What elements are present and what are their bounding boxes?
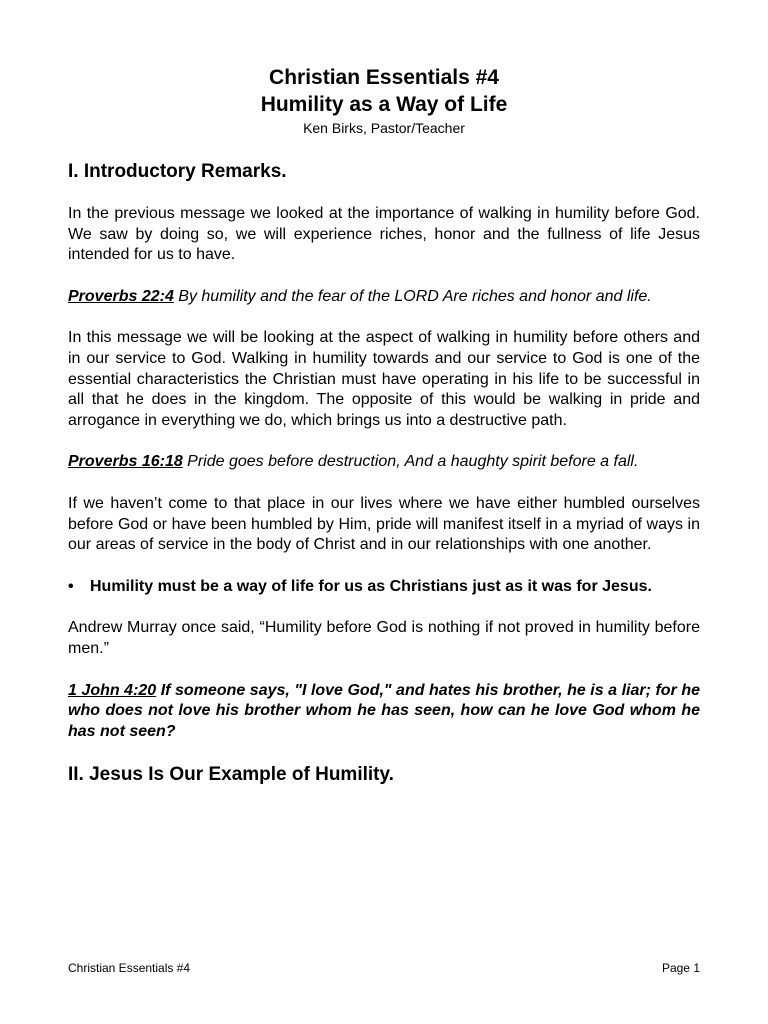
document-title (0, 64, 768, 118)
paragraph-andrew-murray-quote: Andrew Murray once said, “Humility before God is nothing if not proved in humility before men.” (68, 619, 700, 657)
scripture-text: If someone says, "I love God," and hates his brother, he is a liar; for he who does not love his brother whom he has seen, how can he love God whom he has not seen? (68, 681, 700, 740)
author-line: Ken Birks, Pastor/Teacher (303, 120, 465, 136)
scripture-reference: Proverbs 22:4 (68, 287, 174, 305)
document-body (68, 160, 700, 787)
scripture-reference: 1 John 4:20 (68, 681, 157, 699)
paragraph-previous-message: In the previous message we looked at the importance of walking in humility before God. We saw by doing so, we will experience riches, honor and the fullness of life Jesus intended for us to have. (68, 205, 700, 264)
scripture-text: By humility and the fear of the LORD Are riches and honor and life. (173, 287, 652, 305)
bullet-item (68, 577, 700, 598)
scripture-quote-1-john-4-20 (68, 681, 700, 743)
scripture-quote-proverbs-16-18 (68, 452, 700, 473)
title-block (0, 64, 768, 136)
title-line-1: Christian Essentials #4 (269, 66, 499, 89)
section-heading-introductory: I. Introductory Remarks. (68, 161, 287, 182)
bullet-text: Humility must be a way of life for us as Christians just as it was for Jesus. (90, 577, 652, 595)
paragraph-this-message: In this message we will be looking at the aspect of walking in humility before others and in our service to God. Walking in humility towards and our service to God is one of the essential characteristics the Christian must have operating in his life to be successful in all that he does in the kingdom. The opposite of this would be walking in pride and arrogance in everything we do, which brings us into a destructive path. (68, 329, 700, 429)
scripture-reference: Proverbs 16:18 (68, 453, 183, 471)
footer-page-number: Page 1 (661, 961, 700, 975)
bullet-icon: • (68, 577, 74, 595)
section-heading-jesus-example: II. Jesus Is Our Example of Humility. (68, 764, 394, 786)
footer-document-title: Christian Essentials #4 (68, 961, 191, 975)
scripture-text: Pride goes before destruction, And a haughty spirit before a fall. (182, 453, 639, 471)
paragraph-pride-manifest: If we haven’t come to that place in our lives where we have either humbled ourselves before God or have been humbled by Him, pride will manifest itself in a myriad of ways in our areas of service in the body of Christ and in our relationships with one another. (68, 494, 700, 554)
title-line-2: Humility as a Way of Life (260, 93, 508, 116)
scripture-quote-proverbs-22-4 (68, 287, 700, 308)
page-footer (68, 961, 700, 975)
